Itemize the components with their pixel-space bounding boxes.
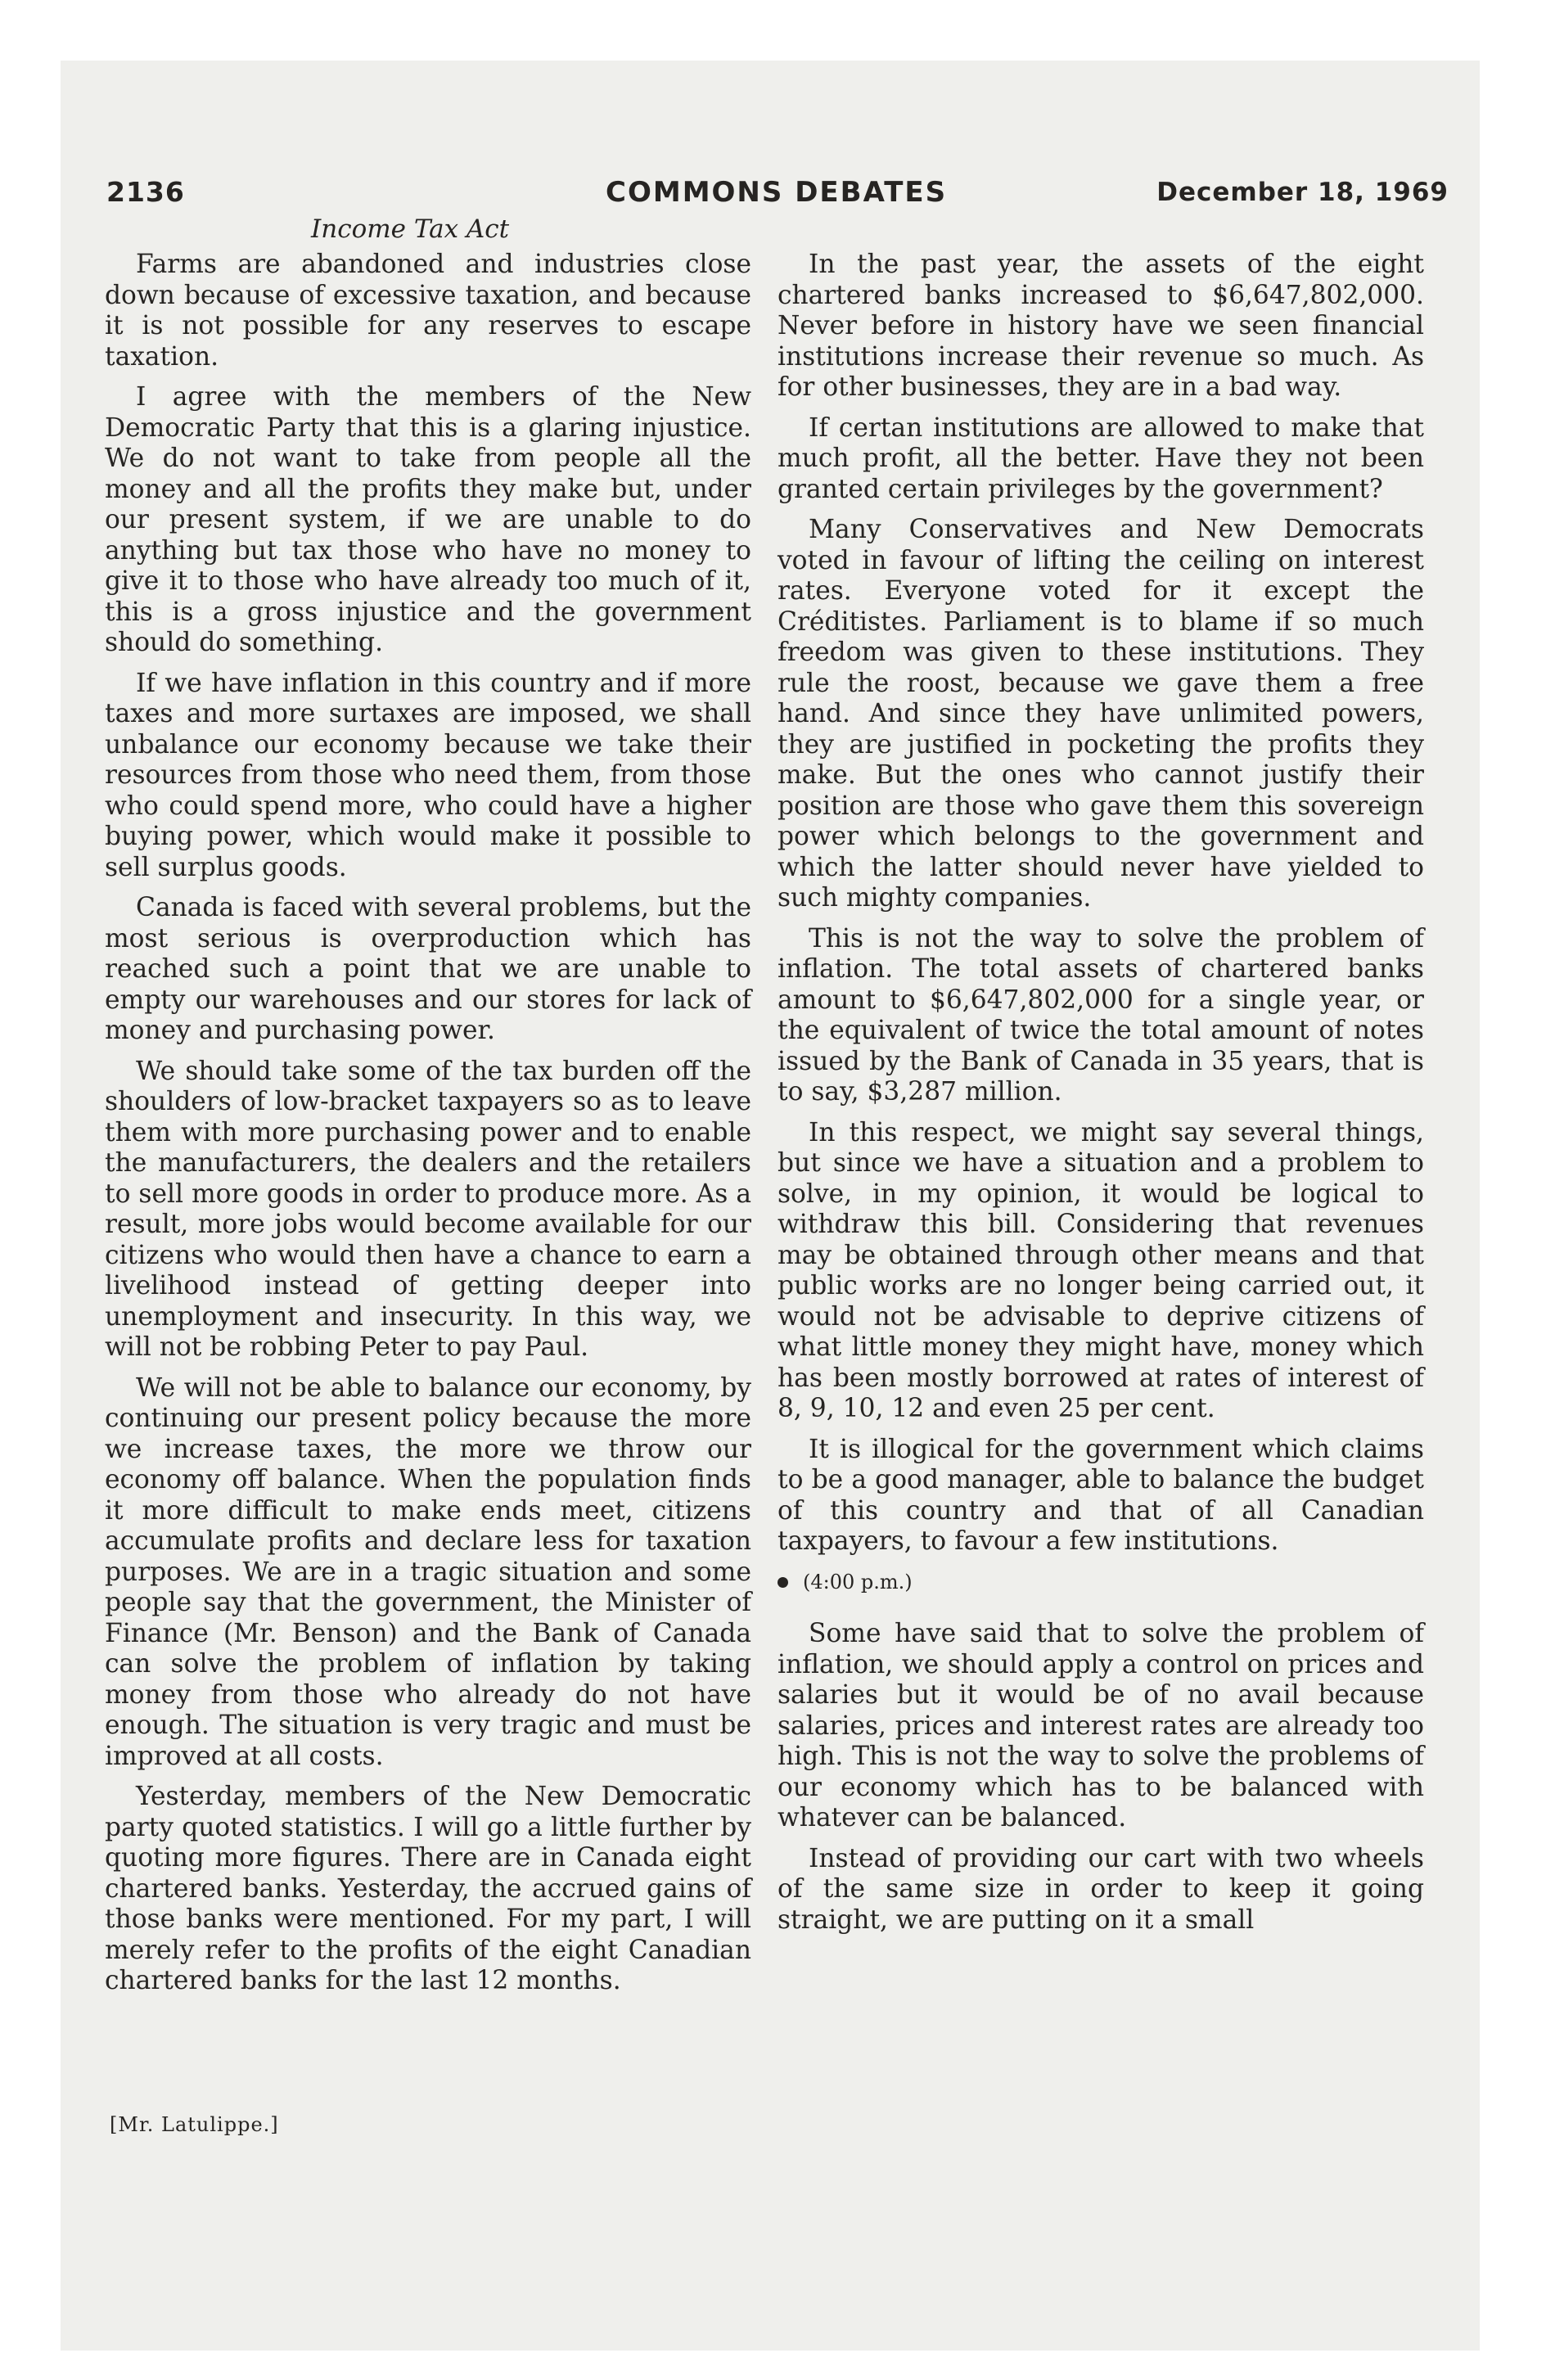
paragraph: Farms are abandoned and industries close down because of excessive taxation, and because it is not possible for any reserves to escape taxation. xyxy=(105,250,751,372)
time-marker xyxy=(778,1567,1424,1598)
paragraph: I agree with the members of the New Democratic Party that this is a glaring injustice. We do not want to take from people all the money and all the profits they make but, under our present system, if we are unable to do anything but tax those who have no money to give it to those who have already too much of it, this is a gross injustice and the government should do something. xyxy=(105,382,751,657)
paragraph: Yesterday, members of the New Democratic party quoted statistics. I will go a little further by quoting more figures. There are in Canada eight chartered banks. Yesterday, the accrued gains of those banks were mentioned. For my part, I will merely refer to the profits of the eight Canadian chartered banks for the last 12 months. xyxy=(105,1782,751,1995)
bullet-icon xyxy=(778,1577,788,1588)
paragraph: This is not the way to solve the problem of inflation. The total assets of chartered banks amount to $6,647,802,000 for a single year, or the equivalent of twice the total amount of notes issued by the Bank of Canada in 35 years, that is to say, $3,287 million. xyxy=(778,923,1424,1107)
paragraph: Some have said that to solve the problem of inflation, we should apply a control on prices and salaries but it would be of no avail because salaries, prices and interest rates are already too high. This is not the way to solve the problems of our economy which has to be balanced with whatever can be balanced. xyxy=(778,1619,1424,1832)
paragraph: If certan institutions are allowed to make that much profit, all the better. Have they not been granted certain privileges by the government? xyxy=(778,412,1424,504)
left-column xyxy=(105,250,751,2007)
journal-title: COMMONS DEBATES xyxy=(606,176,948,209)
paragraph: We should take some of the tax burden off the shoulders of low-bracket taxpayers so as to leave them with more purchasing power and to enable the manufacturers, the dealers and the retailers to sell more goods in order to produce more. As a result, more jobs would become available for our citizens who would then have a chance to earn a livelihood instead of getting deeper into unemployment and insecurity. In this way, we will not be robbing Peter to pay Paul. xyxy=(105,1056,751,1362)
paragraph: Instead of providing our cart with two wheels of the same size in order to keep it going straight, we are putting on it a small xyxy=(778,1843,1424,1935)
paragraph: Canada is faced with several problems, but the most serious is overproduction which has reached such a point that we are unable to empty our warehouses and our stores for lack of money and purchasing power. xyxy=(105,893,751,1045)
right-column xyxy=(778,250,1424,1945)
time-marker-text: (4:00 p.m.) xyxy=(803,1570,913,1593)
paragraph: It is illogical for the government which claims to be a good manager, able to balance the budget of this country and that of all Canadian taxpayers, to favour a few institutions. xyxy=(778,1434,1424,1556)
paragraph: Many Conservatives and New Democrats voted in favour of lifting the ceiling on interest rates. Everyone voted for it except the Créditistes. Parliament is to blame if so much freedom was given to these institutions. They rule the roost, because we gave them a free hand. And since they have unlimited powers, they are justified in pocketing the profits they make. But the ones who cannot justify their position are those who gave them this sovereign power which belongs to the government and which the latter should never have yielded to such mighty companies. xyxy=(778,515,1424,913)
paragraph: If we have inflation in this country and if more taxes and more surtaxes are imposed, we shall unbalance our economy because we take their resources from those who need them, from those who could spend more, who could have a higher buying power, which would make it possible to sell surplus goods. xyxy=(105,668,751,882)
paragraph: We will not be able to balance our economy, by continuing our present policy because the more we increase taxes, the more we throw our economy off balance. When the population finds it more difficult to make ends meet, citizens accumulate profits and declare less for taxation purposes. We are in a tragic situation and some people say that the government, the Minister of Finance (Mr. Benson) and the Bank of Canada can solve the problem of inflation by taking money from those who already do not have enough. The situation is very tragic and must be improved at all costs. xyxy=(105,1373,751,1771)
paragraph: In this respect, we might say several things, but since we have a situation and a problem to solve, in my opinion, it would be logical to withdraw this bill. Considering that revenues may be obtained through other means and that public works are no longer being carried out, it would not be advisable to deprive citizens of what little money they might have, money which has been mostly borrowed at rates of interest of 8, 9, 10, 12 and even 25 per cent. xyxy=(778,1117,1424,1423)
debate-date: December 18, 1969 xyxy=(1156,178,1449,207)
page-number: 2136 xyxy=(106,176,185,208)
speaker-note: [Mr. Latulippe.] xyxy=(110,2113,279,2136)
running-head: Income Tax Act xyxy=(311,214,510,244)
paragraph: In the past year, the assets of the eight chartered banks increased to $6,647,802,000. Never before in history have we seen financial institutions increase their revenue so much. As for other businesses, they are in a bad way. xyxy=(778,250,1424,402)
page-header xyxy=(106,176,1449,225)
